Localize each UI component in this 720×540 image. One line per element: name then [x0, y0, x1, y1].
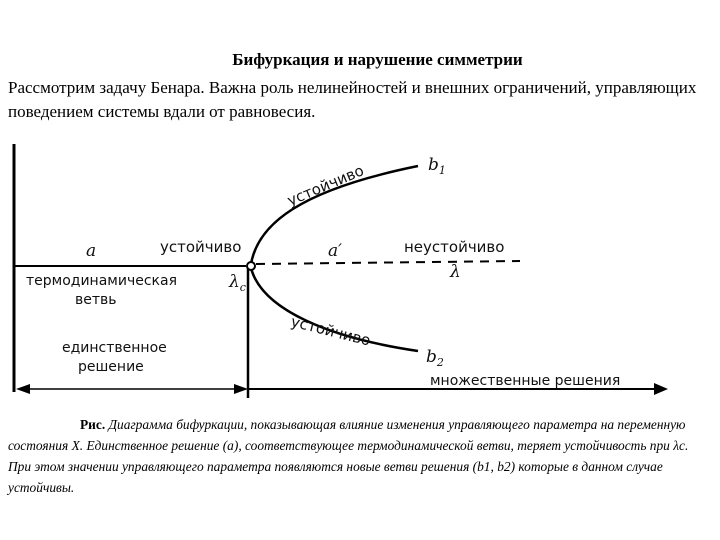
intro-paragraph: Рассмотрим задачу Бенара. Важна роль нелинейностей и внешних ограничений, управляющих поведением системы вдали от равновесия. [8, 78, 697, 121]
label-b1: $b_1$ [428, 155, 446, 177]
caption-lead: Рис. [80, 417, 106, 432]
unique-arrow-right-head [234, 384, 248, 394]
unique-arrow-left-head [16, 384, 30, 394]
label-stable-lower: устойчиво [289, 312, 373, 350]
axis-arrow-head [654, 383, 668, 395]
label-stable-left: устойчиво [160, 238, 242, 256]
label-a: a [86, 241, 97, 261]
label-unique-line1: единственное [62, 340, 167, 356]
label-unstable: неустойчиво [404, 238, 505, 256]
label-unique-line2: решение [78, 359, 144, 375]
bifurcation-point [247, 262, 255, 270]
label-a-prime: a′ [328, 241, 342, 261]
unstable-branch [256, 261, 520, 264]
label-stable-upper: устойчиво [284, 161, 367, 210]
label-thermo-line2: ветвь [75, 292, 117, 308]
label-b2: $b_2$ [426, 347, 444, 369]
caption-text: Диаграмма бифуркации, показывающая влияние изменения управляющего параметра на переменную состояния X. Единственное решение (a), соответствующее термодинамической ветви, теряет устойчивость при λc. При этом значении управляющего параметра появляются новые ветви решения (b1, b2) которые в данном случае устойчивы. [8, 417, 689, 495]
bifurcation-diagram [0, 130, 720, 412]
label-lambda-axis: λ [450, 262, 461, 282]
label-multiple-solutions: множественные решения [430, 373, 621, 389]
figure-caption [8, 414, 713, 498]
label-lambda-c: $\lambda_c$ [229, 272, 246, 294]
slide-title: Бифуркация и нарушение симметрии [232, 50, 523, 69]
label-thermo-line1: термодинамическая [26, 273, 177, 289]
